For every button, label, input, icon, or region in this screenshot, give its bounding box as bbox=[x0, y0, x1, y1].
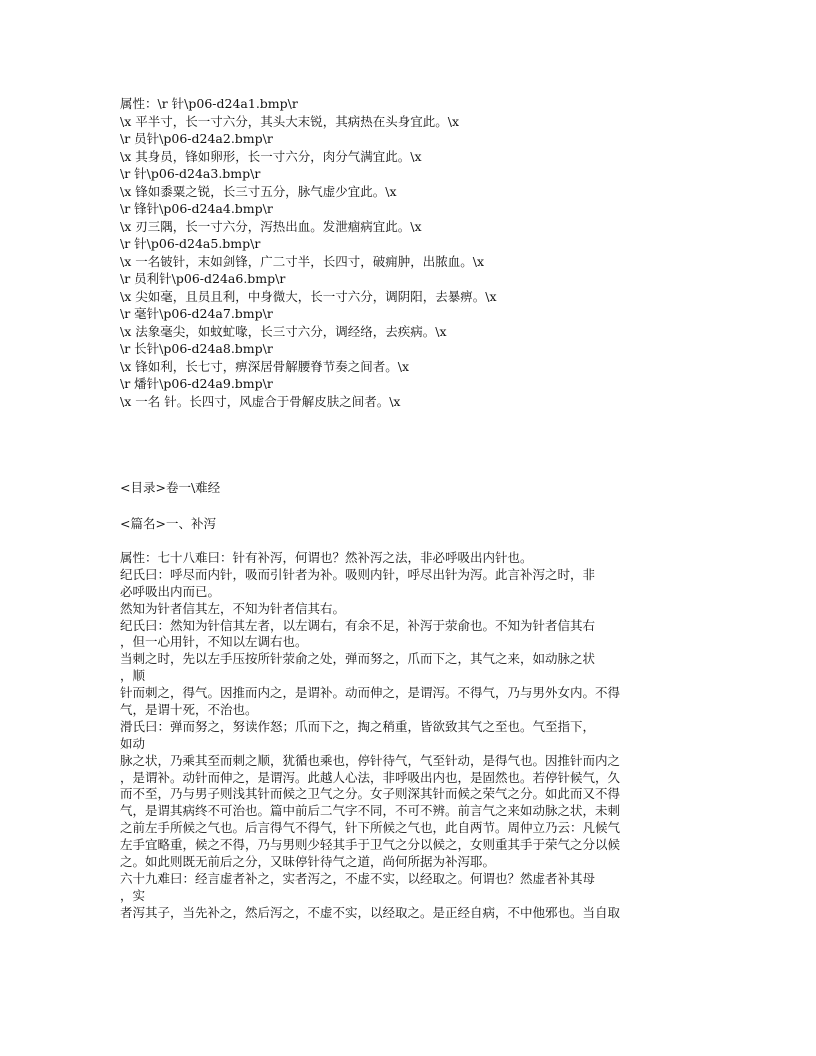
chapter-body bbox=[120, 550, 690, 922]
text-line: 滑氏曰：弹而努之，努读作怒；爪而下之，掏之稍重，皆欲致其气之至也。气至指下， bbox=[120, 718, 596, 734]
text-line: 而不至，乃与男子则浅其针而候之卫气之分。女子则深其针而候之荣气之分。如此而又不得 bbox=[120, 786, 621, 802]
text-line: \x 锋如利，长七寸，痹深居骨解腰脊节奏之间者。\x bbox=[120, 358, 409, 374]
text-line: 之。如此则既无前后之分，又昧停针待气之道，尚何所据为补泻耶。 bbox=[120, 854, 496, 870]
text-line: 纪氏曰：呼尽而内针，吸而引针者为补。吸则内针，呼尽出针为泻。此言补泻之时，非 bbox=[120, 566, 596, 582]
text-line: \x 平半寸，长一寸六分，其头大末锐，其病热在头身宜此。\x bbox=[120, 113, 459, 129]
text-line: 属性：七十八难曰：针有补泻，何谓也？然补泻之法，非必呼吸出内针也。 bbox=[120, 550, 533, 565]
text-line: 针而刺之，得气。因推而内之，是谓补。动而伸之，是谓泻。不得气，乃与男外女内。不得 bbox=[120, 685, 621, 701]
text-line: \r 针\p06-d24a3.bmp\r bbox=[120, 166, 261, 181]
text-line: 之前左手所候之气也。后言得气不得气，针下所候之气也，此自两节。周仲立乃云：凡候气 bbox=[120, 820, 621, 836]
text-line: 气，是谓十死，不治也。 bbox=[120, 702, 258, 718]
text-line: \x 一名 针。长四寸，风虚合于骨解皮肤之间者。\x bbox=[120, 393, 401, 409]
text-line: 然知为针者信其左，不知为针者信其右。 bbox=[120, 600, 346, 616]
text-line: \r 员利针\p06-d24a6.bmp\r bbox=[120, 271, 286, 286]
text-line: \x 刃三隅，长一寸六分，泻热出血。发泄痼病宜此。\x bbox=[120, 218, 422, 234]
text-line: 纪氏曰：然知为针信其左者，以左调右，有余不足，补泻于荥俞也。不知为针者信其右 bbox=[120, 617, 596, 633]
text-line: 如动 bbox=[120, 735, 146, 751]
text-line: 六十九难曰：经言虚者补之，实者泻之，不虚不实，以经取之。何谓也？然虚者补其母 bbox=[120, 870, 596, 886]
text-line: \x 锋如黍粟之锐，长三寸五分，脉气虚少宜此。\x bbox=[120, 183, 397, 199]
text-line: 者泻其子，当先补之，然后泻之，不虚不实，以经取之。是正经自病，不中他邪也。当自取 bbox=[120, 904, 621, 920]
needle-descriptions bbox=[120, 95, 690, 410]
text-line: \x 其身员，锋如卵形，长一寸六分，肉分气满宜此。\x bbox=[120, 148, 422, 164]
text-line: \r 锋针\p06-d24a4.bmp\r bbox=[120, 201, 273, 216]
text-line: \x 法象毫尖，如蚊虻喙，长三寸六分，调经络，去疾病。\x bbox=[120, 323, 447, 339]
text-line: 脉之状，乃乘其至而刺之顺，犹循也乘也，停针待气，气至针动，是得气也。因推针而内之 bbox=[120, 752, 621, 768]
text-line: 必呼吸出内而已。 bbox=[120, 583, 221, 599]
catalog-heading: <目录>卷一\难经 bbox=[120, 480, 221, 495]
text-line: \r 毫针\p06-d24a7.bmp\r bbox=[120, 306, 273, 321]
text-line: ，顺 bbox=[120, 668, 146, 684]
text-line: \r 员针\p06-d24a2.bmp\r bbox=[120, 131, 273, 146]
text-line: 左手宜略重，候之不得，乃与男则少轻其手于卫气之分以候之，女则重其手于荣气之分以候 bbox=[120, 837, 621, 853]
text-line: ，但一心用针，不知以左调右也。 bbox=[120, 634, 308, 650]
text-line: \x 尖如毫，且员且利，中身微大，长一寸六分，调阴阳，去暴痹。\x bbox=[120, 288, 497, 304]
text-line: 属性：\r 针\p06-d24a1.bmp\r bbox=[120, 96, 298, 111]
text-line: 气，是谓其病终不可治也。篇中前后二气字不同，不可不辨。前言气之来如动脉之状，未刺 bbox=[120, 803, 621, 819]
text-line: 当刺之时，先以左手压按所针荥俞之处，弹而努之，爪而下之，其气之来，如动脉之状 bbox=[120, 651, 596, 667]
text-line: ，实 bbox=[120, 887, 146, 903]
text-line: \r 针\p06-d24a5.bmp\r bbox=[120, 236, 261, 251]
text-line: \r 长针\p06-d24a8.bmp\r bbox=[120, 341, 273, 356]
text-line: \x 一名铍针，末如剑锋，广二寸半，长四寸，破痈肿，出脓血。\x bbox=[120, 253, 484, 269]
text-line: \r 燔针\p06-d24a9.bmp\r bbox=[120, 376, 273, 391]
chapter-heading: <篇名>一、补泻 bbox=[120, 516, 216, 531]
text-line: ，是谓补。动针而伸之，是谓泻。此越人心法，非呼吸出内也，是固然也。若停针候气，久 bbox=[120, 769, 621, 785]
